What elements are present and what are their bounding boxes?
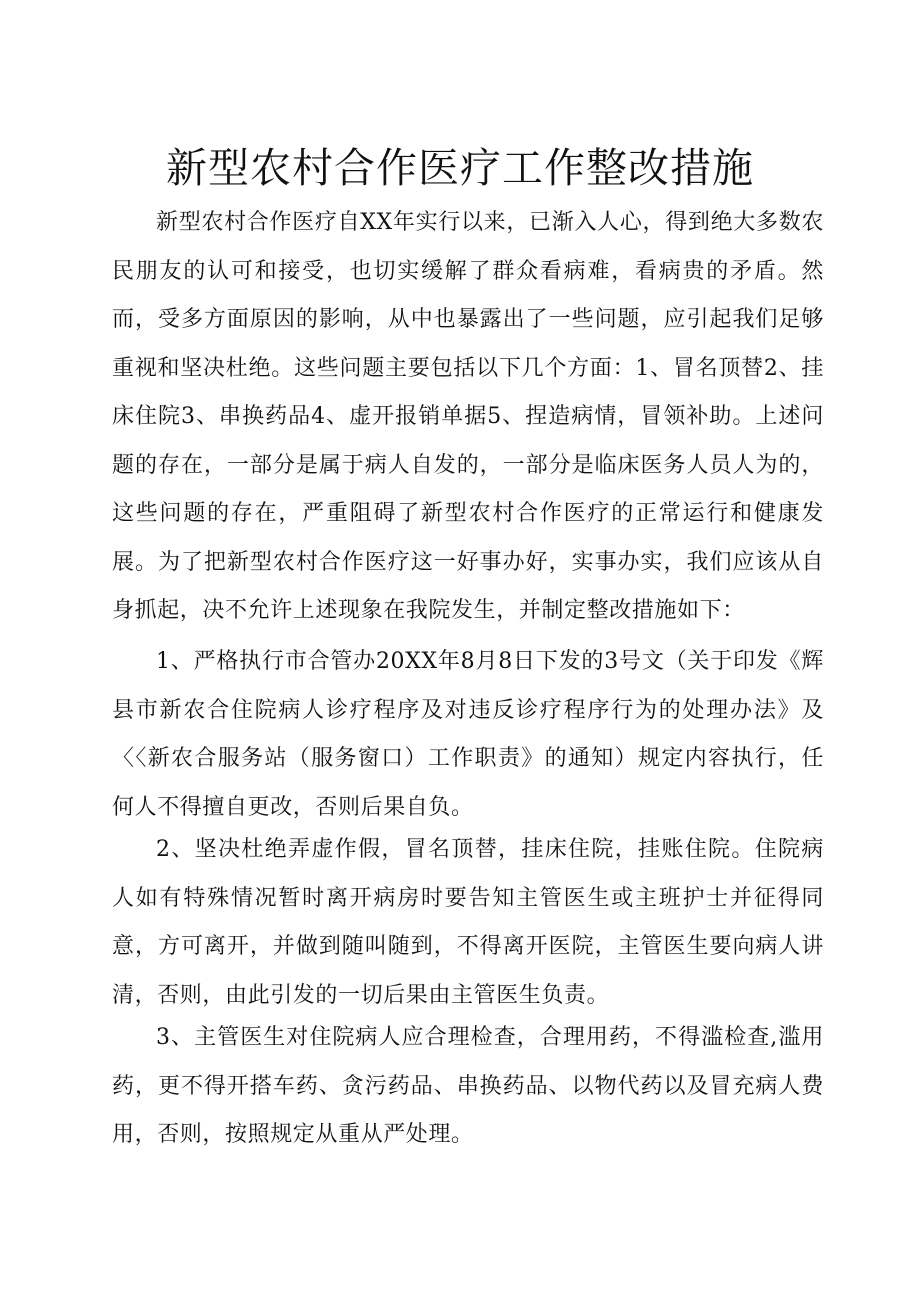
paragraph-measure-1: 1、严格执行市合管办20XX年8月8日下发的3号文（关于印发《辉县市新农合住院病人诊疗程序及对违反诊疗程序行为的处理办法》及〈〈新农合服务站（服务窗口）工作职责》的通知）规定内容执行，任何人不得擅自更改，否则后果自负。	[112, 649, 824, 820]
document-title: 新型农村合作医疗工作整改措施	[166, 144, 754, 192]
paragraph-measure-3: 3、主管医生对住院病人应合理检查，合理用药，不得滥检查,滥用药，更不得开搭车药、贪污药品、串换药品、以物代药以及冒充病人费用，否则，按照规定从重从严处理。	[112, 1025, 824, 1147]
paragraph-measure-2: 2、坚决杜绝弄虚作假，冒名顶替，挂床住院，挂账住院。住院病人如有特殊情况暂时离开病房时要告知主管医生或主班护士并征得同意，方可离开，并做到随叫随到，不得离开医院，主管医生要向病人讲清，否则，由此引发的一切后果由主管医生负责。	[112, 837, 824, 1008]
paragraph-intro: 新型农村合作医疗自XX年实行以来，已渐入人心，得到绝大多数农民朋友的认可和接受，也切实缓解了群众看病难，看病贵的矛盾。然而，受多方面原因的影响，从中也暴露出了一些问题，应引起我们足够重视和坚决杜绝。这些问题主要包括以下几个方面：1、冒名顶替2、挂床住院3、串换药品4、虚开报销单据5、捏造病情，冒领补助。上述问题的存在，一部分是属于病人自发的，一部分是临床医务人员人为的，这些问题的存在，严重阻碍了新型农村合作医疗的正常运行和健康发展。为了把新型农村合作医疗这一好事办好，实事办实，我们应该从自身抓起，决不允许上述现象在我院发生，并制定整改措施如下：	[112, 210, 824, 623]
